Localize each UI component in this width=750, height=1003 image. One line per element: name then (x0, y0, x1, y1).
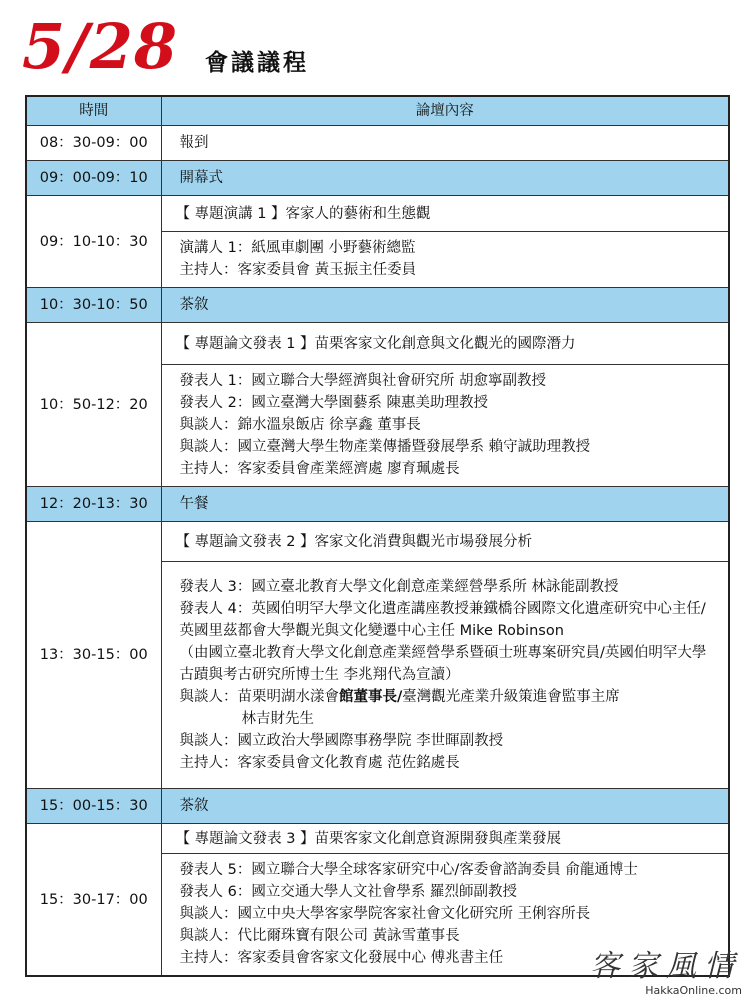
time-cell: 10：30-10：50 (26, 288, 161, 323)
time-cell: 10：50-12：20 (26, 323, 161, 487)
participant-line: 與談人：國立政治大學國際事務學院 李世暉副教授 (179, 733, 504, 749)
session-cell: 茶敘 (161, 288, 729, 323)
session-heading: 【 專題論文發表 3 】苗栗客家文化創意資源開發與產業發展 (161, 824, 729, 854)
page-header (0, 0, 750, 92)
participant-line: 主持人：客家委員會客家文化發展中心 傅兆書主任 (179, 950, 504, 966)
participant-text: 與談人：苗栗明湖水漾會 (179, 689, 339, 705)
participants-cell (161, 232, 729, 288)
participant-line: 主持人：客家委員會 黃玉振主任委員 (179, 262, 417, 278)
table-row (26, 487, 729, 522)
participant-bold-title: 館董事長/ (339, 689, 403, 705)
content-column-header: 論壇內容 (161, 96, 729, 126)
participant-line: 與談人：國立中央大學客家學院客家社會文化研究所 王俐容所長 (179, 906, 591, 922)
time-cell: 09：10-10：30 (26, 196, 161, 288)
participants-cell (161, 562, 729, 789)
agenda-subtitle: 會議議程 (205, 50, 309, 76)
participant-line: 與談人：錦水溫泉飯店 徐享鑫 董事長 (179, 417, 421, 433)
session-heading: 【 專題演講 1 】客家人的藝術和生態觀 (161, 196, 729, 232)
participant-line: 發表人 1：國立聯合大學經濟與社會研究所 胡愈寧副教授 (179, 373, 546, 389)
participant-line: 發表人 6：國立交通大學人文社會學系 羅烈師副教授 (179, 884, 517, 900)
time-cell: 13：30-15：00 (26, 522, 161, 789)
participant-line (180, 686, 721, 708)
session-cell: 開幕式 (161, 161, 729, 196)
participant-line: 與談人：代比爾珠寶有限公司 黃詠雪董事長 (179, 928, 460, 944)
table-row (26, 789, 729, 824)
table-header-row (26, 96, 729, 126)
date-title: 5/28 (22, 10, 179, 83)
session-cell: 報到 (161, 126, 729, 161)
time-cell: 12：20-13：30 (26, 487, 161, 522)
table-row (26, 323, 729, 365)
table-row (26, 161, 729, 196)
table-row (26, 196, 729, 232)
session-cell: 茶敘 (161, 789, 729, 824)
table-row (26, 126, 729, 161)
participant-text: 臺灣觀光產業升級策進會監事主席 (402, 689, 620, 705)
session-cell: 午餐 (161, 487, 729, 522)
time-cell: 09：00-09：10 (26, 161, 161, 196)
session-heading: 【 專題論文發表 2 】客家文化消費與觀光市場發展分析 (161, 522, 729, 562)
participant-line: 發表人 2：國立臺灣大學園藝系 陳惠美助理教授 (179, 395, 488, 411)
participant-line: 與談人：國立臺灣大學生物產業傳播暨發展學系 賴守誠助理教授 (179, 439, 591, 455)
participants-cell (161, 365, 729, 487)
time-cell: 15：30-17：00 (26, 824, 161, 977)
table-row (26, 522, 729, 562)
participant-line: 發表人 5：國立聯合大學全球客家研究中心/客委會諮詢委員 俞龍通博士 (179, 862, 638, 878)
participant-line: 發表人 4：英國伯明罕大學文化遺產講座教授兼鐵橋谷國際文化遺產研究中心主任/英國里茲都會大學觀光與文化變遷中心主任 Mike Robinson (179, 601, 706, 639)
watermark-url: HakkaOnline.com (645, 984, 742, 997)
time-column-header: 時間 (26, 96, 161, 126)
time-cell: 15：00-15：30 (26, 789, 161, 824)
participant-line: （由國立臺北教育大學文化創意產業經營學系暨碩士班專案研究員/英國伯明罕大學古蹟與考古研究所博士生 李兆翔代為宣讀） (179, 645, 707, 683)
participant-line: 主持人：客家委員會產業經濟處 廖育珮處長 (179, 461, 460, 477)
participant-line: 演講人 1：紙風車劇團 小野藝術總監 (179, 240, 416, 256)
table-row (26, 288, 729, 323)
participant-line: 主持人：客家委員會文化教育處 范佐銘處長 (179, 755, 460, 771)
time-cell: 08：30-09：00 (26, 126, 161, 161)
participant-line: 林吉財先生 (241, 711, 314, 727)
participant-line: 發表人 3：國立臺北教育大學文化創意產業經營學系所 林詠能副教授 (179, 579, 619, 595)
watermark-logo: 客家風情 (590, 949, 742, 984)
session-heading: 【 專題論文發表 1 】苗栗客家文化創意與文化觀光的國際潛力 (161, 323, 729, 365)
table-row (26, 824, 729, 854)
agenda-table (25, 95, 730, 977)
watermark (590, 950, 742, 997)
